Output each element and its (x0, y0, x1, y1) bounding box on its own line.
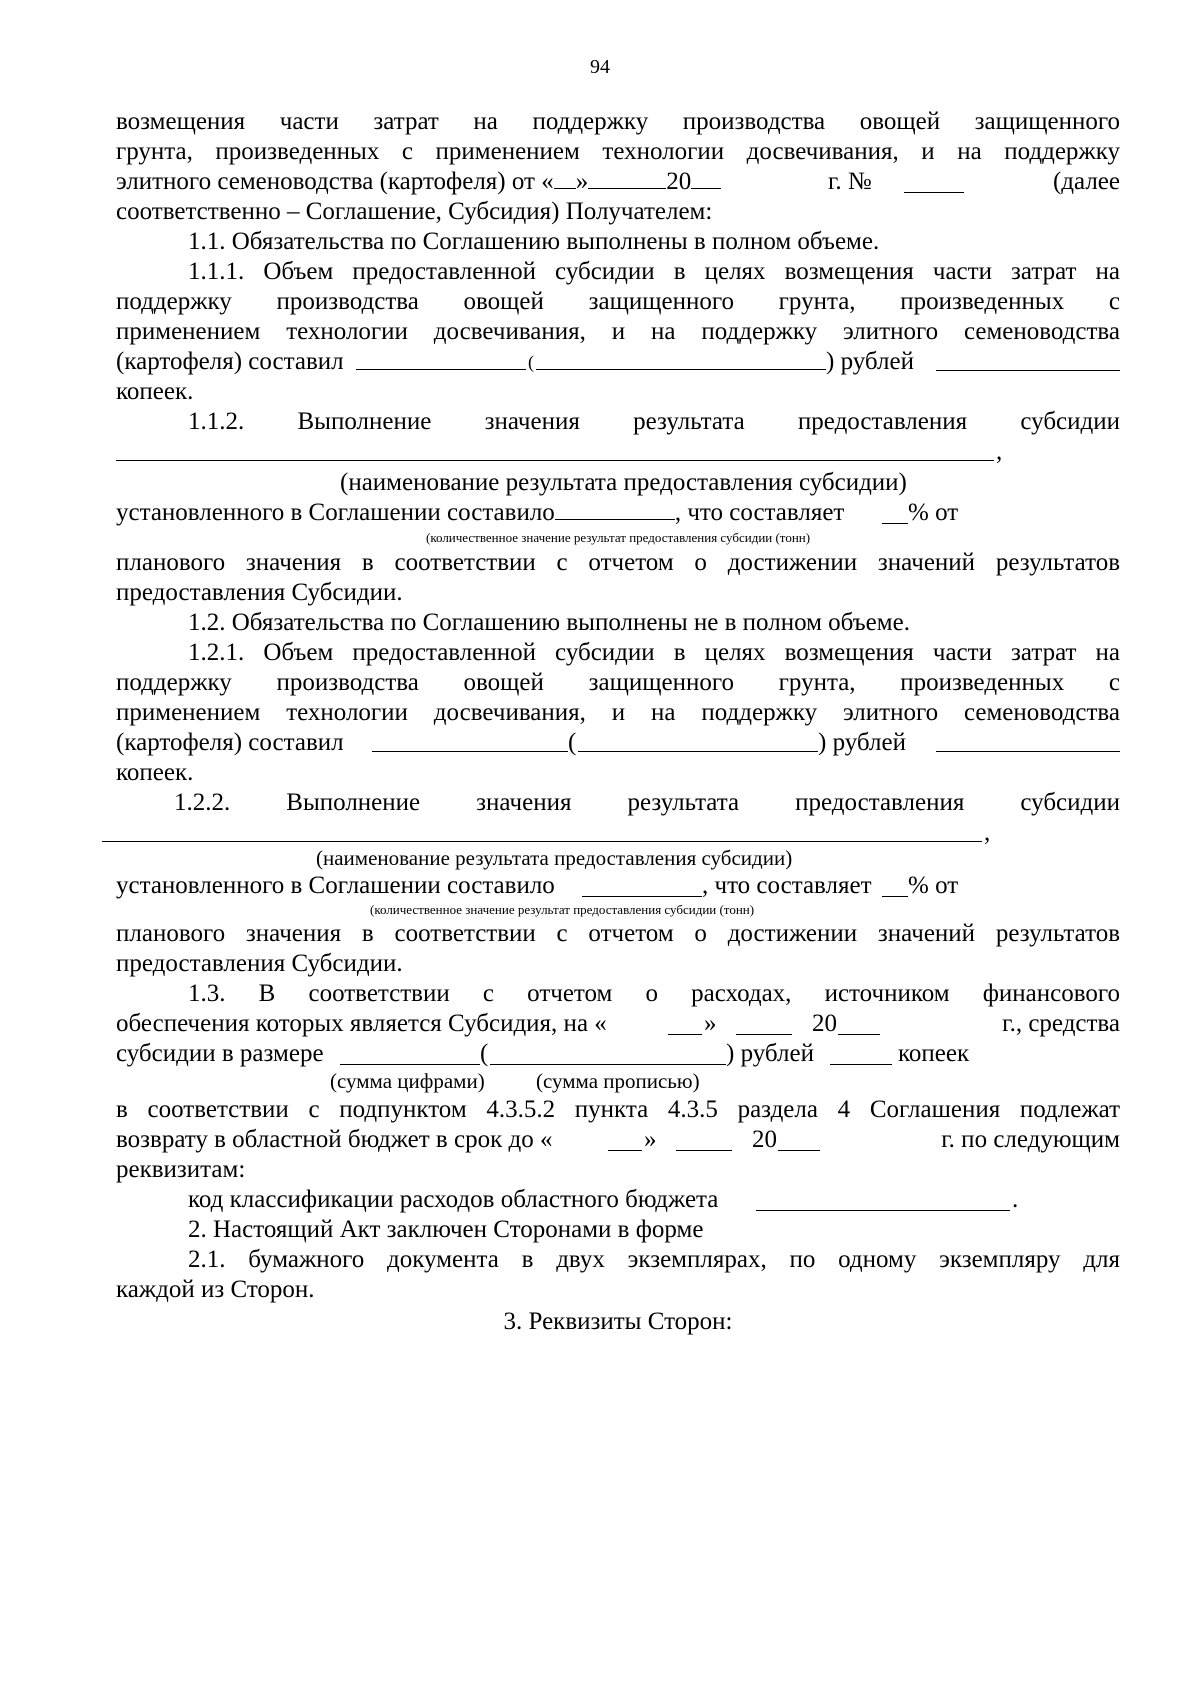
section-heading: 3. Реквизиты Сторон: (503, 1308, 733, 1335)
text-line: предоставления Субсидии. (116, 950, 403, 977)
text-fragment: » (644, 1126, 657, 1153)
subsidy-amount-line (116, 727, 1120, 759)
text-line: поддержку производства овощей защищенного грунта, произведенных с (116, 288, 1120, 315)
subsidy-amount-line (116, 346, 1120, 378)
text-fragment: , что составляет (702, 872, 872, 899)
result-name-line (116, 436, 1120, 468)
text-line: поддержку производства овощей защищенного грунта, произведенных с (116, 669, 1120, 696)
agreement-date-line (116, 166, 1120, 198)
blank-field (676, 1128, 732, 1151)
text-fragment: г. № (828, 168, 872, 195)
text-fragment: 20 (752, 1126, 777, 1153)
blank-field (588, 166, 666, 189)
text-line: копеек. (116, 378, 194, 405)
caption: (сумма цифрами) (330, 1069, 485, 1093)
text-fragment: ( (480, 1040, 489, 1067)
blank-field (736, 1012, 792, 1035)
caption-small: (количественное значение результат предоставления субсидии (тонн) (426, 530, 811, 545)
blank-field (372, 751, 568, 752)
blank-field (936, 370, 1120, 371)
blank-field (904, 170, 964, 193)
blank-field (490, 1042, 726, 1065)
text-line: 2.1. бумажного документа в двух экземплярах, по одному экземпляру для (188, 1246, 1120, 1273)
blank-field (668, 1012, 702, 1035)
caption: (наименование результата предоставления субсидии) (316, 846, 793, 870)
text-line: 1.2. Обязательства по Соглашению выполнены не в полном объеме. (188, 609, 910, 636)
caption: (наименование результата предоставления субсидии) (340, 469, 907, 496)
blank-field (555, 497, 675, 520)
text-fragment: код классификации расходов областного бюджета (188, 1186, 719, 1213)
text-fragment: элитного семеноводства (картофеля) от « (116, 168, 554, 195)
blank-field (778, 1128, 820, 1151)
text-line: грунта, произведенных с применением технологии досвечивания, и на поддержку (116, 138, 1120, 165)
text-fragment: % от (908, 499, 959, 526)
text-fragment: ) рублей (826, 348, 914, 375)
result-name-line (116, 817, 1120, 849)
text-line: копеек. (116, 759, 194, 786)
text-fragment: . (1012, 1186, 1019, 1213)
text-line: реквизитам: (116, 1156, 246, 1183)
text-fragment: ( (528, 352, 534, 372)
text-fragment: , (996, 438, 1003, 465)
refund-date-line (116, 1008, 1120, 1040)
refund-amount-line (116, 1038, 1120, 1070)
refund-deadline-line (116, 1124, 1120, 1156)
text-fragment: » (575, 168, 589, 195)
text-line: 1.1.1. Объем предоставленной субсидии в целях возмещения части затрат на (188, 258, 1120, 285)
blank-field (340, 1042, 480, 1065)
text-fragment: обеспечения которых является Субсидия, на « (116, 1010, 607, 1037)
text-fragment: установленного в Соглашении составило (116, 499, 555, 526)
blank-field (578, 751, 818, 752)
text-line: соответственно – Соглашение, Субсидия) Получателем: (116, 198, 713, 225)
text-fragment: (картофеля) составил (116, 729, 344, 756)
blank-field (116, 460, 994, 461)
text-fragment: , (984, 819, 991, 846)
result-value-line (116, 497, 1120, 529)
blank-field (756, 1188, 1010, 1211)
text-line: 1.3. В соответствии с отчетом о расходах, источником финансового (188, 980, 1120, 1007)
blank-field (536, 369, 826, 370)
blank-field (691, 166, 721, 189)
text-fragment: , что составляет (674, 499, 845, 526)
blank-field (830, 1042, 892, 1065)
text-fragment: субсидии в размере (116, 1040, 324, 1067)
text-fragment: (картофеля) составил (116, 348, 344, 375)
blank-field (936, 751, 1120, 752)
text-fragment: ) рублей (726, 1040, 814, 1067)
text-line: 1.2.1. Объем предоставленной субсидии в целях возмещения части затрат на (188, 639, 1120, 666)
result-value-line (116, 870, 1120, 902)
text-fragment: 20 (812, 1010, 837, 1037)
text-fragment: 20 (666, 168, 692, 195)
page-number: 94 (590, 56, 610, 78)
text-line: 1.1.2. Выполнение значения результата предоставления субсидии (188, 408, 1120, 435)
text-fragment: г. по следующим (941, 1126, 1120, 1153)
text-fragment: возврату в областной бюджет в срок до « (116, 1126, 553, 1153)
text-line: 1.1. Обязательства по Соглашению выполнены в полном объеме. (188, 228, 880, 255)
blank-field (102, 841, 982, 842)
text-fragment: ( (568, 729, 577, 756)
text-line: применением технологии досвечивания, и на поддержку элитного семеноводства (116, 699, 1120, 726)
caption-small: (количественное значение результат предоставления субсидии (тонн) (370, 902, 755, 917)
text-line: планового значения в соответствии с отчетом о достижении значений результатов (116, 549, 1120, 576)
text-line: 1.2.2. Выполнение значения результата предоставления субсидии (174, 789, 1120, 816)
blank-field (582, 874, 702, 897)
text-fragment: ) рублей (818, 729, 906, 756)
blank-field (608, 1128, 642, 1151)
text-line: 2. Настоящий Акт заключен Сторонами в форме (188, 1216, 704, 1243)
text-line: в соответствии с подпунктом 4.3.5.2 пункта 4.3.5 раздела 4 Соглашения подлежат (116, 1096, 1120, 1123)
text-line: предоставления Субсидии. (116, 579, 403, 606)
blank-field (356, 369, 526, 370)
text-fragment: г., средства (1002, 1010, 1120, 1037)
text-line: возмещения части затрат на поддержку производства овощей защищенного (116, 108, 1120, 135)
caption: (сумма прописью) (536, 1069, 700, 1093)
blank-field (838, 1012, 880, 1035)
text-fragment: установленного в Соглашении составило (116, 872, 555, 899)
text-fragment: % от (908, 872, 959, 899)
budget-code-line (116, 1184, 1120, 1216)
text-fragment: копеек (898, 1040, 970, 1067)
text-line: каждой из Сторон. (116, 1276, 315, 1303)
text-fragment: » (704, 1010, 717, 1037)
text-line: планового значения в соответствии с отчетом о достижении значений результатов (116, 920, 1120, 947)
text-fragment: (далее (1052, 168, 1120, 195)
blank-field (882, 874, 908, 897)
text-line: применением технологии досвечивания, и на поддержку элитного семеноводства (116, 318, 1120, 345)
blank-field (882, 501, 908, 524)
blank-field (554, 166, 576, 189)
